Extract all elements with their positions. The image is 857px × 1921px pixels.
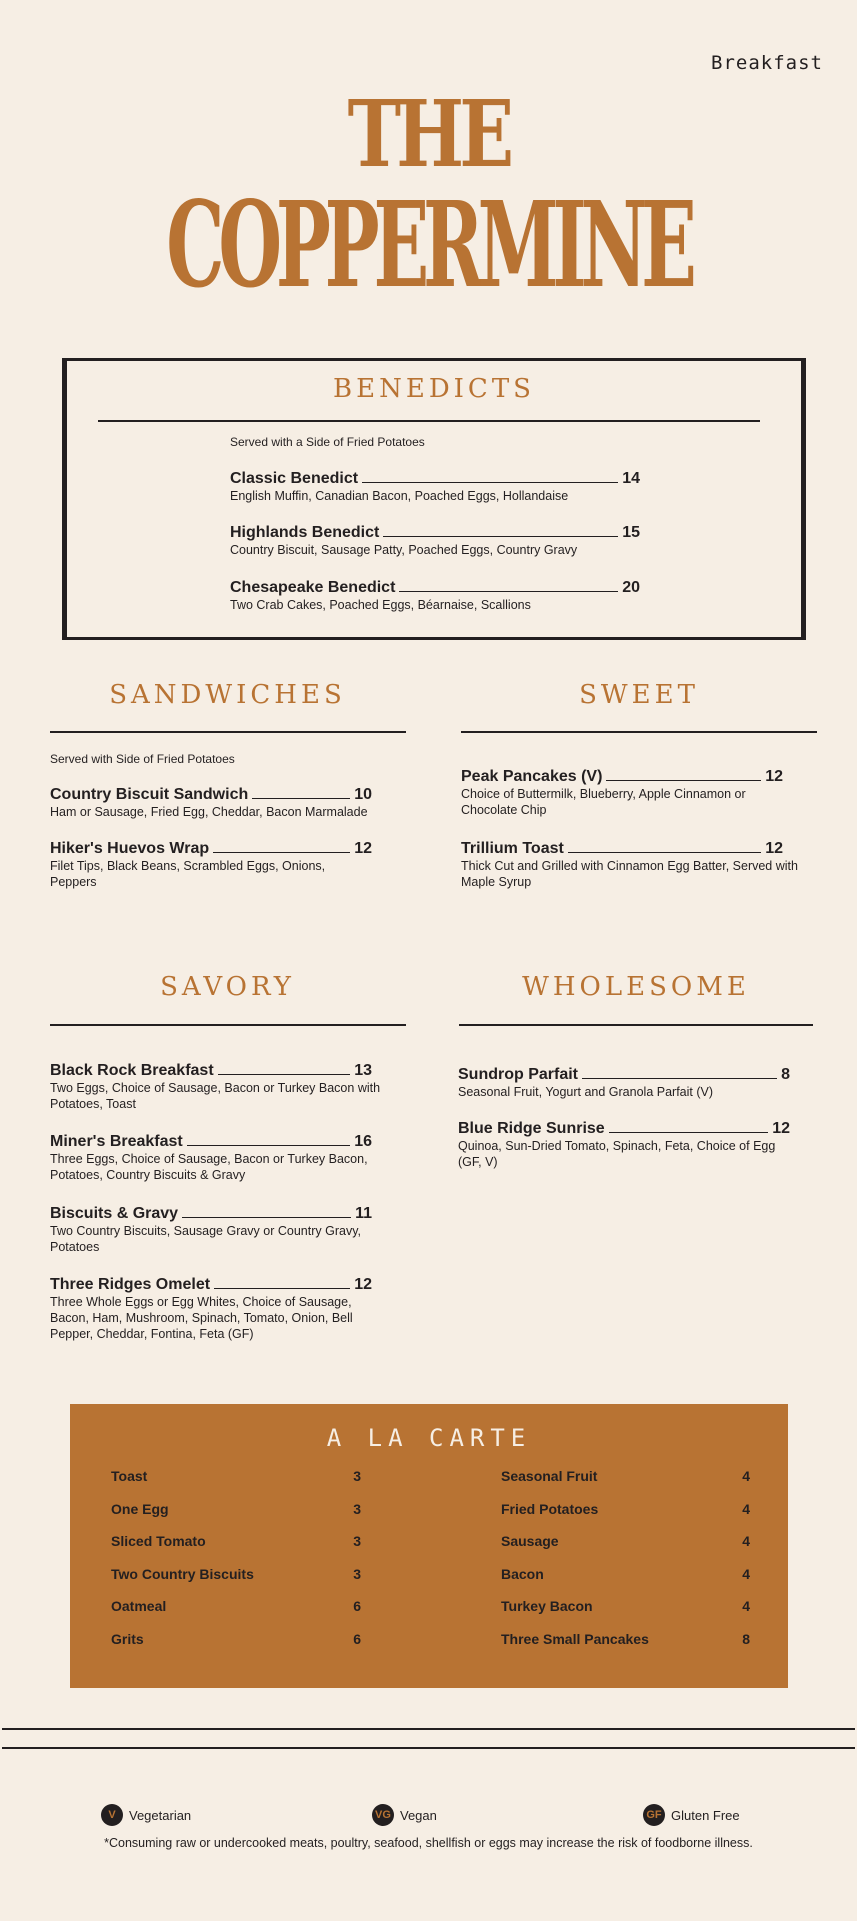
- item-description: Three Eggs, Choice of Sausage, Bacon or Turkey Bacon, Potatoes, Country Biscuits & Gravy: [50, 1152, 368, 1182]
- carte-item-price: 4: [742, 1468, 750, 1484]
- carte-item: [111, 1631, 361, 1664]
- leader-line: [582, 1077, 777, 1079]
- menu-type-label: Breakfast: [711, 52, 823, 74]
- item-description: Country Biscuit, Sausage Patty, Poached Eggs, Country Gravy: [230, 543, 578, 557]
- footer-rule-top: [2, 1728, 855, 1730]
- item-name: Peak Pancakes (V): [461, 768, 603, 785]
- carte-item-name: Bacon: [501, 1565, 544, 1582]
- leader-line: [218, 1073, 351, 1075]
- carte-item: [111, 1598, 361, 1631]
- a-la-carte-right-column: [501, 1468, 750, 1663]
- carte-item-name: Oatmeal: [111, 1598, 167, 1614]
- item-name: Hiker's Huevos Wrap: [50, 840, 210, 857]
- item-description: English Muffin, Canadian Bacon, Poached Eggs, Hollandaise: [230, 489, 569, 503]
- item-name: Sundrop Parfait: [458, 1066, 579, 1083]
- carte-item-price: 4: [742, 1500, 750, 1517]
- menu-item: [230, 579, 640, 613]
- item-description: Quinoa, Sun-Dried Tomato, Spinach, Feta, Choice of Egg (GF, V): [458, 1139, 776, 1169]
- menu-item: [50, 1205, 382, 1255]
- item-name: Trillium Toast: [461, 840, 564, 857]
- item-description: Ham or Sausage, Fried Egg, Cheddar, Bacon Marmalade: [50, 805, 368, 819]
- a-la-carte-heading: A LA CARTE: [326, 1424, 532, 1452]
- item-description: Filet Tips, Black Beans, Scrambled Eggs, Onions, Peppers: [50, 859, 326, 889]
- carte-item: [111, 1533, 361, 1566]
- carte-item-price: 4: [742, 1598, 750, 1614]
- menu-item: [50, 1133, 382, 1183]
- leader-line: [362, 481, 618, 483]
- item-name: Blue Ridge Sunrise: [458, 1120, 605, 1137]
- carte-item-name: Seasonal Fruit: [501, 1468, 598, 1484]
- carte-item-price: 3: [353, 1468, 361, 1484]
- carte-item-name: Sliced Tomato: [111, 1533, 206, 1549]
- item-price: 12: [354, 840, 372, 857]
- carte-item: [111, 1501, 361, 1534]
- carte-item-name: Three Small Pancakes: [501, 1630, 649, 1647]
- carte-item: [111, 1566, 361, 1599]
- wholesome-rule: [459, 1024, 813, 1026]
- carte-item-price: 6: [353, 1630, 361, 1647]
- carte-item-price: 4: [742, 1565, 750, 1582]
- sandwiches-note: Served with Side of Fried Potatoes: [50, 752, 235, 766]
- legend-gluten-free: [643, 1804, 740, 1826]
- savory-heading: SAVORY: [160, 972, 295, 1002]
- carte-item-price: 3: [353, 1565, 361, 1582]
- item-name: Miner's Breakfast: [50, 1133, 183, 1150]
- legend-vegan: [372, 1804, 437, 1826]
- sandwiches-rule: [50, 731, 406, 733]
- item-description: Seasonal Fruit, Yogurt and Granola Parfait (V): [458, 1085, 714, 1099]
- leader-line: [213, 851, 350, 853]
- logo-line-name: COPPERMINE: [166, 175, 691, 314]
- carte-item-name: Turkey Bacon: [501, 1598, 593, 1614]
- carte-item: [501, 1468, 750, 1501]
- item-price: 11: [355, 1205, 372, 1222]
- item-description: Two Eggs, Choice of Sausage, Bacon or Turkey Bacon with Potatoes, Toast: [50, 1081, 381, 1111]
- vegetarian-icon: V: [101, 1804, 123, 1826]
- item-price: 12: [354, 1276, 372, 1293]
- carte-item-name: Two Country Biscuits: [111, 1565, 254, 1582]
- leader-line: [252, 797, 350, 799]
- menu-item: [458, 1066, 790, 1100]
- leader-line: [182, 1216, 351, 1218]
- foodborne-disclaimer: *Consuming raw or undercooked meats, poultry, seafood, shellfish or eggs may increase the risk of foodborne illness.: [104, 1836, 753, 1850]
- leader-line: [187, 1144, 350, 1146]
- item-description: Three Whole Eggs or Egg Whites, Choice of Sausage, Bacon, Ham, Mushroom, Spinach, Tomato, Onion, Bell Pepper, Cheddar, Fontina, Feta (GF): [50, 1295, 353, 1341]
- menu-item: [458, 1120, 790, 1170]
- item-price: 8: [781, 1066, 790, 1083]
- carte-item: [501, 1533, 750, 1566]
- menu-item: [50, 786, 372, 820]
- sweet-rule: [461, 731, 817, 733]
- item-description: Two Crab Cakes, Poached Eggs, Béarnaise, Scallions: [230, 598, 531, 612]
- footer-rule-bottom: [2, 1747, 855, 1749]
- item-price: 12: [765, 768, 783, 785]
- item-name: Chesapeake Benedict: [230, 579, 396, 596]
- carte-item-price: 8: [742, 1630, 750, 1647]
- item-price: 13: [354, 1062, 372, 1079]
- leader-line: [214, 1287, 350, 1289]
- legend-label: Vegetarian: [129, 1807, 192, 1823]
- carte-item: [501, 1631, 750, 1664]
- a-la-carte-panel: [70, 1404, 788, 1688]
- vegan-icon: VG: [372, 1804, 394, 1826]
- menu-item: [50, 1276, 382, 1342]
- item-name: Biscuits & Gravy: [50, 1205, 179, 1222]
- leader-line: [609, 1131, 769, 1133]
- carte-item-name: One Egg: [111, 1500, 169, 1517]
- benedicts-rule: [98, 420, 760, 422]
- leader-line: [383, 535, 618, 537]
- item-name: Country Biscuit Sandwich: [50, 786, 249, 803]
- item-price: 16: [354, 1133, 372, 1150]
- carte-item-price: 4: [742, 1533, 750, 1549]
- carte-item: [501, 1566, 750, 1599]
- legend-label: Gluten Free: [671, 1807, 740, 1823]
- item-price: 12: [772, 1120, 790, 1137]
- item-description: Two Country Biscuits, Sausage Gravy or Country Gravy, Potatoes: [50, 1224, 361, 1254]
- item-name: Three Ridges Omelet: [50, 1276, 211, 1293]
- sweet-heading: SWEET: [579, 680, 699, 710]
- item-price: 14: [622, 470, 640, 487]
- sandwiches-heading: SANDWICHES: [109, 680, 346, 710]
- carte-item-price: 3: [353, 1533, 361, 1549]
- wholesome-heading: WHOLESOME: [522, 972, 750, 1002]
- a-la-carte-left-column: [111, 1468, 361, 1663]
- item-price: 15: [622, 524, 640, 541]
- menu-item: [50, 840, 372, 890]
- item-description: Choice of Buttermilk, Blueberry, Apple Cinnamon or Chocolate Chip: [461, 787, 746, 817]
- carte-item-name: Fried Potatoes: [501, 1500, 599, 1517]
- leader-line: [399, 590, 618, 592]
- carte-item-price: 6: [353, 1598, 361, 1614]
- leader-line: [568, 851, 761, 853]
- legend-vegetarian: [101, 1804, 191, 1826]
- menu-item: [230, 470, 640, 504]
- carte-item-name: Toast: [111, 1468, 148, 1484]
- item-name: Black Rock Breakfast: [50, 1062, 214, 1079]
- logo-line-the: THE: [347, 80, 510, 188]
- savory-rule: [50, 1024, 406, 1026]
- menu-item: [461, 840, 803, 890]
- benedicts-note: Served with a Side of Fried Potatoes: [230, 435, 425, 449]
- legend-label: Vegan: [400, 1807, 437, 1823]
- menu-item: [230, 524, 640, 558]
- item-price: 12: [765, 840, 783, 857]
- item-description: Thick Cut and Grilled with Cinnamon Egg Batter, Served with Maple Syrup: [461, 859, 798, 889]
- item-name: Classic Benedict: [230, 470, 359, 487]
- item-price: 20: [622, 579, 640, 596]
- benedicts-heading: BENEDICTS: [333, 374, 535, 404]
- carte-item-name: Grits: [111, 1630, 144, 1647]
- gluten-free-icon: GF: [643, 1804, 665, 1826]
- menu-item: [461, 768, 783, 818]
- item-name: Highlands Benedict: [230, 524, 380, 541]
- carte-item-price: 3: [353, 1500, 361, 1517]
- carte-item-name: Sausage: [501, 1533, 559, 1549]
- menu-item: [50, 1062, 382, 1112]
- item-price: 10: [354, 786, 372, 803]
- carte-item: [111, 1468, 361, 1501]
- carte-item: [501, 1598, 750, 1631]
- leader-line: [606, 779, 761, 781]
- carte-item: [501, 1501, 750, 1534]
